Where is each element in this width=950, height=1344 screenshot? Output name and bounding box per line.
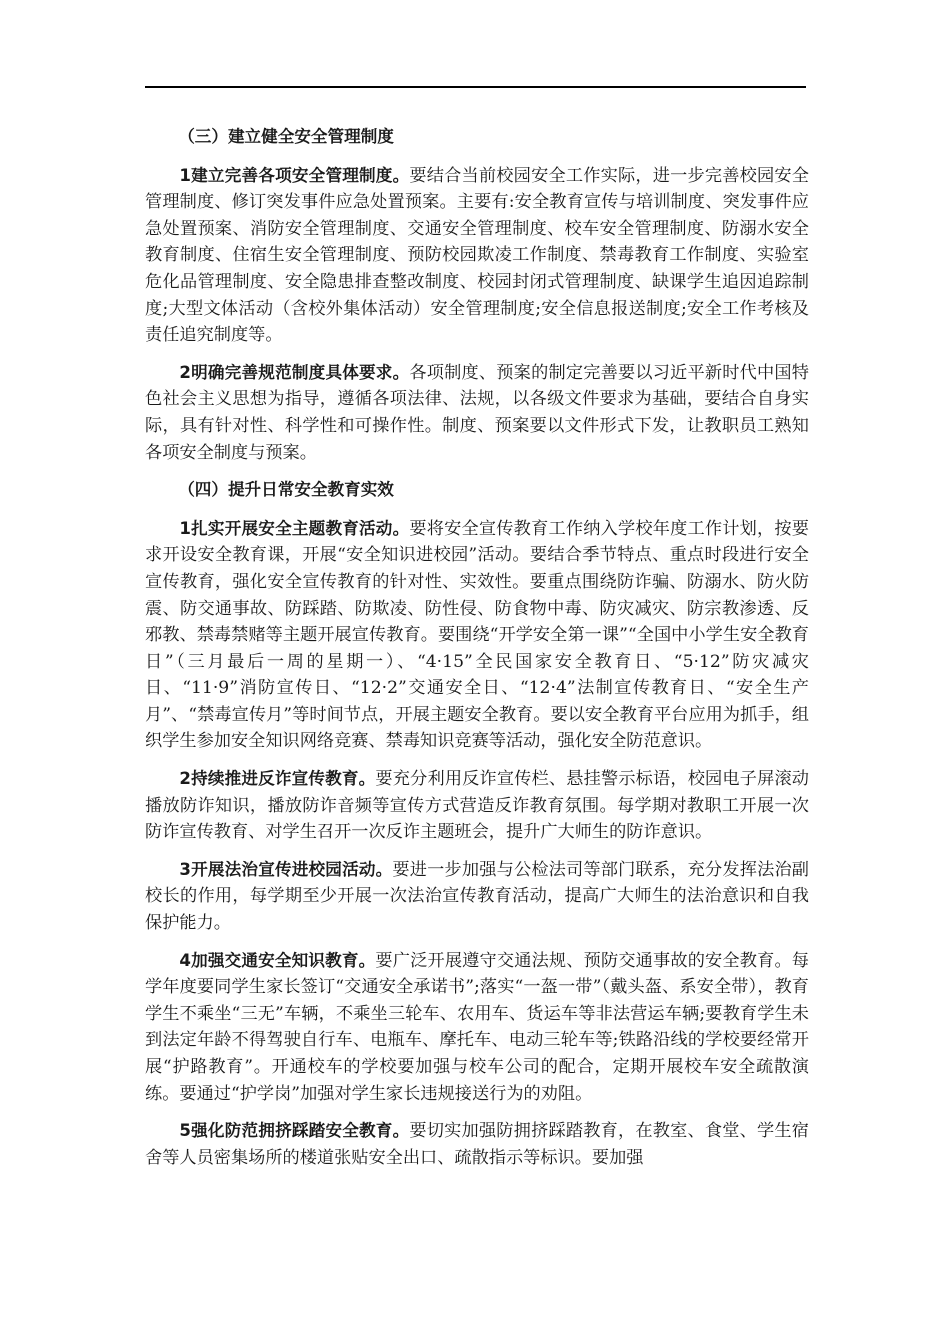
paragraph-text: 要将安全宣传教育工作纳入学校年度工作计划，按要求开设安全教育课，开展“安全知识进校园”活动。要结合季节特点、重点时段进行安全宣传教育，强化安全宣传教育的针对性、实效性。要重点围绕防诈骗、防溺水、防火防震、防交通事故、防踩踏、防欺凌、防性侵、防食物中毒、防灾减灾、防宗教渗透、反邪教、禁毒禁赌等主题开展宣传教育。要围绕“开学安全第一课”“全国中小学生安全教育日”（三月最后一周的星期一）、“4·15”全民国家安全教育日、“5·12”防灾减灾日、“11·9”消防宣传日、“12·2”交通安全日、“12·4”法制宣传教育日、“安全生产月”、“禁毒宣传月”等时间节点，开展主题安全教育。要以安全教育平台应用为抓手，组织学生参加安全知识网络竞赛、禁毒知识竞赛等活动，强化安全防范意识。: [145, 518, 809, 752]
paragraph: [145, 1118, 809, 1171]
section-heading: （三）建立健全安全管理制度: [178, 127, 394, 146]
paragraph-text: 要广泛开展遵守交通法规、预防交通事故的安全教育。每学年度要同学生家长签订“交通安全承诺书”;落实“一盔一带”（戴头盔、系安全带），教育学生不乘坐“三无”车辆，不乘坐三轮车、农用车、货运车等非法营运车辆;要教育学生未到法定年龄不得驾驶自行车、电瓶车、摩托车、电动三轮车等;铁路沿线的学校要经常开展“护路教育”。开通校车的学校要加强与校车公司的配合，定期开展校车安全疏散演练。要通过“护学岗”加强对学生家长违规接送行为的劝阻。: [145, 950, 809, 1104]
paragraph-lead: 2明确完善规范制度具体要求。: [179, 362, 410, 382]
paragraph: [145, 360, 809, 466]
paragraph-lead: 1建立完善各项安全管理制度。: [179, 165, 410, 185]
paragraph-text: 要进一步加强与公检法司等部门联系，充分发挥法治副校长的作用，每学期至少开展一次法治宣传教育活动，提高广大师生的法治意识和自我保护能力。: [145, 859, 809, 934]
paragraph-text: 要切实加强防拥挤踩踏教育，在教室、食堂、学生宿舍等人员密集场所的楼道张贴安全出口、疏散指示等标识。要加强: [145, 1121, 809, 1168]
paragraph-lead: 3开展法治宣传进校园活动。: [179, 859, 393, 879]
header-rule: [145, 86, 806, 88]
paragraph: [145, 948, 809, 1108]
paragraph-text: 要充分利用反诈宣传栏、悬挂警示标语，校园电子屏滚动播放防诈知识，播放防诈音频等宣传方式营造反诈教育氛围。每学期对教职工开展一次防诈宣传教育、对学生召开一次反诈主题班会，提升广大师生的防诈意识。: [145, 769, 809, 843]
paragraph: [145, 516, 809, 755]
paragraph: [145, 857, 809, 937]
paragraph-text: 各项制度、预案的制定完善要以习近平新时代中国特色社会主义思想为指导，遵循各项法律、法规，以各级文件要求为基础，要结合自身实际，具有针对性、科学性和可操作性。制度、预案要以文件形式下发，让教职员工熟知各项安全制度与预案。: [145, 362, 809, 463]
paragraph-lead: 1扎实开展安全主题教育活动。: [179, 518, 410, 538]
paragraph-lead: 5强化防范拥挤踩踏安全教育。: [179, 1121, 410, 1141]
paragraph-lead: 4加强交通安全知识教育。: [179, 950, 376, 970]
paragraph: [145, 163, 809, 349]
section-heading: （四）提升日常安全教育实效: [178, 480, 394, 500]
paragraph-lead: 2持续推进反诈宣传教育。: [179, 769, 376, 789]
paragraph: [145, 766, 809, 846]
paragraph-text: 要结合当前校园安全工作实际，进一步完善校园安全管理制度、修订突发事件应急处置预案。主要有:安全教育宣传与培训制度、突发事件应急处置预案、消防安全管理制度、交通安全管理制度、校车安全管理制度、防溺水安全教育制度、住宿生安全管理制度、预防校园欺凌工作制度、禁毒教育工作制度、实验室危化品管理制度、安全隐患排查整改制度、校园封闭式管理制度、缺课学生追因追踪制度;大型文体活动（含校外集体活动）安全管理制度;安全信息报送制度;安全工作考核及责任追究制度等。: [145, 165, 809, 346]
document-body: [145, 124, 809, 1182]
